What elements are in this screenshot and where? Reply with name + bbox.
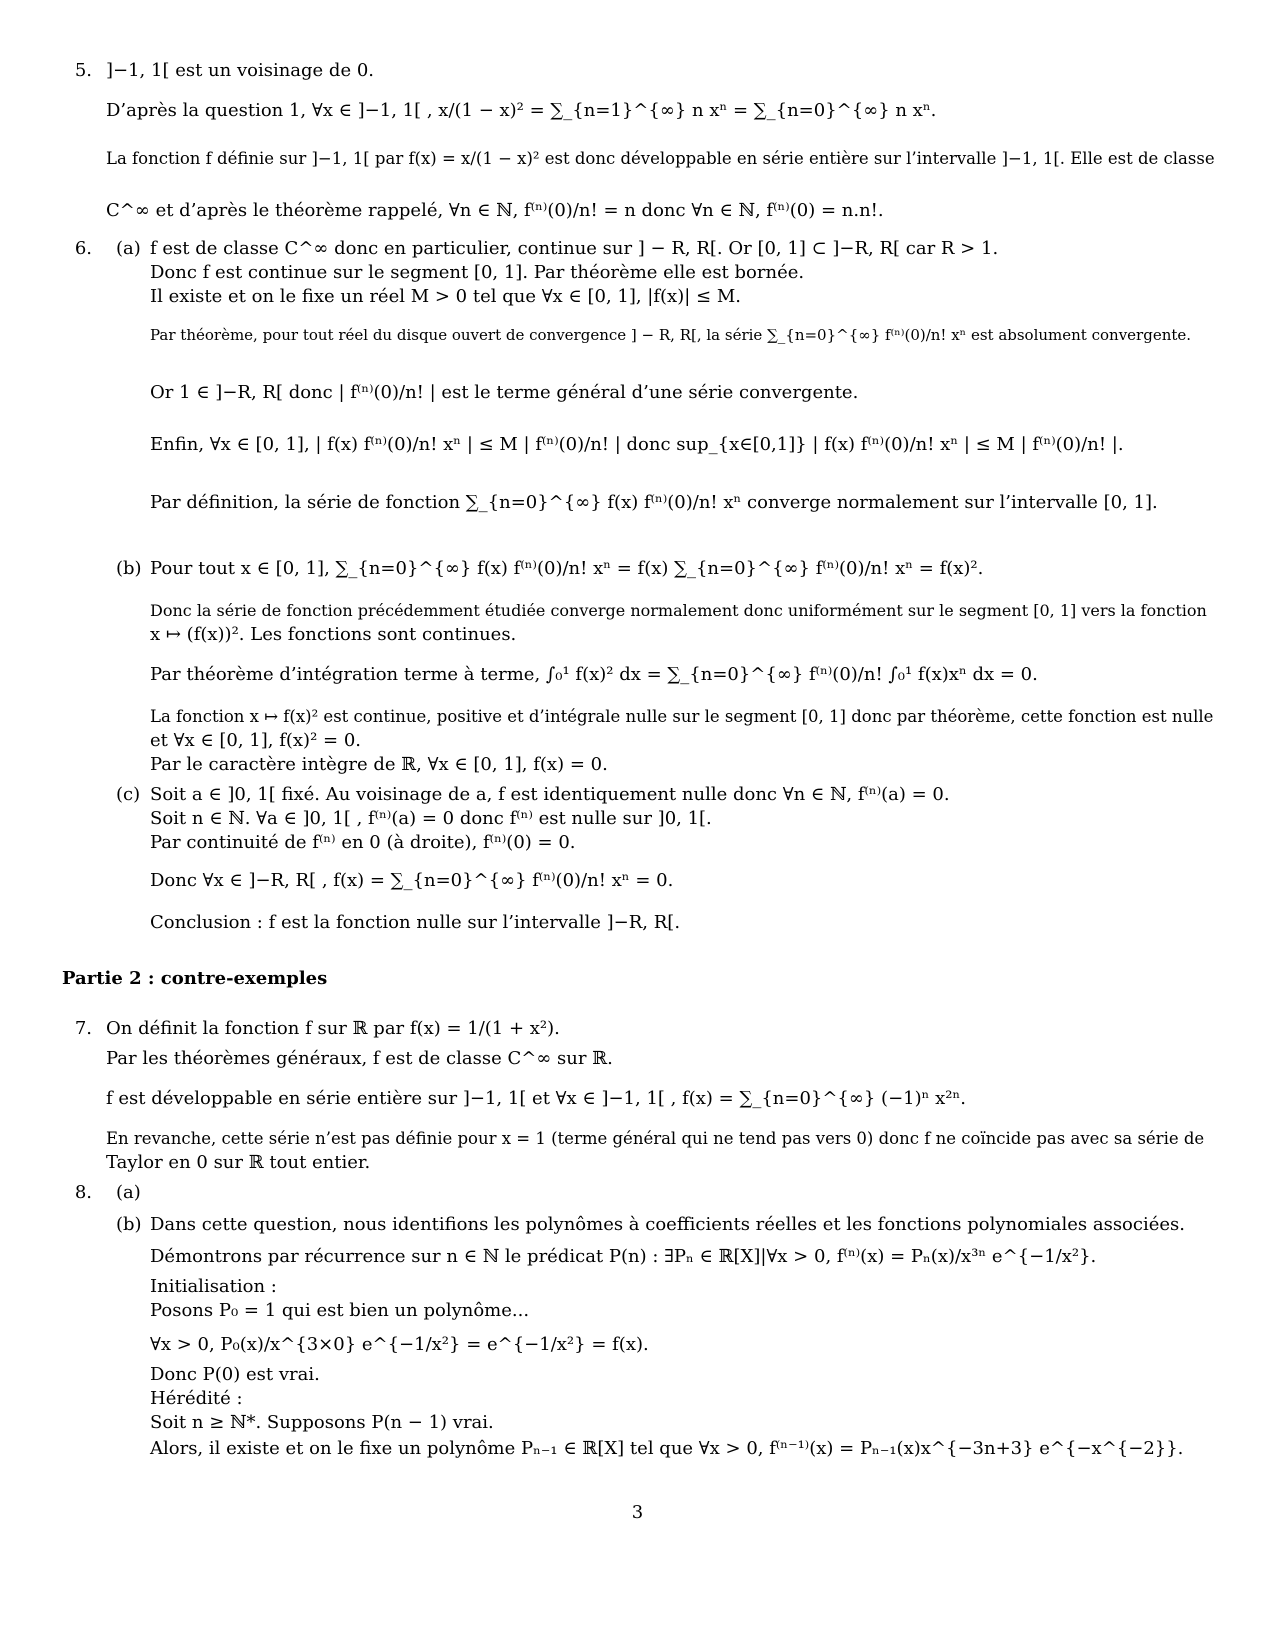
q6a-line: Par théorème, pour tout réel du disque ouvert de convergence ] − R, R[, la série ∑_{n=0}^{∞} f⁽ⁿ⁾(0)/n! xⁿ est absolument convergente.: [150, 326, 1192, 344]
q6b-line: et ∀x ∈ [0, 1], f(x)² = 0.: [150, 730, 361, 751]
q6a-line: Donc f est continue sur le segment [0, 1]. Par théorème elle est bornée.: [150, 262, 805, 283]
q6a-line: Enfin, ∀x ∈ [0, 1], | f(x) f⁽ⁿ⁾(0)/n! xⁿ | ≤ M | f⁽ⁿ⁾(0)/n! | donc sup_{x∈[0,1]} | f(x) f⁽ⁿ⁾(0)/n! xⁿ | ≤ M | f⁽ⁿ⁾(0)/n! |.: [150, 434, 1124, 455]
q6a-line: Or 1 ∈ ]−R, R[ donc | f⁽ⁿ⁾(0)/n! | est le terme général d’une série convergente.: [150, 382, 859, 403]
q5-line: La fonction f définie sur ]−1, 1[ par f(x) = x/(1 − x)² est donc développable en série entière sur l’intervalle ]−1, 1[. Elle est de classe: [106, 149, 1215, 168]
q7-line: Taylor en 0 sur ℝ tout entier.: [106, 1152, 371, 1173]
q6b-line: Par théorème d’intégration terme à terme, ∫₀¹ f(x)² dx = ∑_{n=0}^{∞} f⁽ⁿ⁾(0)/n! ∫₀¹ f(x)xⁿ dx = 0.: [150, 664, 1038, 685]
q6a-line: Par définition, la série de fonction ∑_{n=0}^{∞} f(x) f⁽ⁿ⁾(0)/n! xⁿ converge normalement sur l’intervalle [0, 1].: [150, 492, 1158, 513]
q6c-line: Par continuité de f⁽ⁿ⁾ en 0 (à droite), f⁽ⁿ⁾(0) = 0.: [150, 832, 576, 853]
q7-line: Par les théorèmes généraux, f est de classe C^∞ sur ℝ.: [106, 1048, 613, 1069]
item-number-5: 5.: [74, 60, 92, 81]
q6c-line: Conclusion : f est la fonction nulle sur l’intervalle ]−R, R[.: [150, 912, 681, 933]
q6b-line: x ↦ (f(x))². Les fonctions sont continues.: [150, 624, 517, 645]
q6c-line: Soit n ∈ ℕ. ∀a ∈ ]0, 1[ , f⁽ⁿ⁾(a) = 0 donc f⁽ⁿ⁾ est nulle sur ]0, 1[.: [150, 808, 712, 829]
q6b-line: La fonction x ↦ f(x)² est continue, positive et d’intégrale nulle sur le segment [0, 1] donc par théorème, cette fonction est nulle: [150, 707, 1214, 726]
subitem-label-a: (a): [116, 238, 141, 259]
subitem-label-b: (b): [116, 1214, 142, 1235]
q6b-line: Par le caractère intègre de ℝ, ∀x ∈ [0, 1], f(x) = 0.: [150, 754, 608, 775]
q6b-line: Pour tout x ∈ [0, 1], ∑_{n=0}^{∞} f(x) f⁽ⁿ⁾(0)/n! xⁿ = f(x) ∑_{n=0}^{∞} f⁽ⁿ⁾(0)/n! xⁿ = f(x)².: [150, 558, 984, 579]
q8b-line: Alors, il existe et on le fixe un polynôme Pₙ₋₁ ∈ ℝ[X] tel que ∀x > 0, f⁽ⁿ⁻¹⁾(x) = Pₙ₋₁(x)x^{−3n+3} e^{−x^{−2}}.: [150, 1438, 1184, 1459]
q6a-line: f est de classe C^∞ donc en particulier, continue sur ] − R, R[. Or [0, 1] ⊂ ]−R, R[ car R > 1.: [150, 238, 999, 259]
q6a-line: Il existe et on le fixe un réel M > 0 tel que ∀x ∈ [0, 1], |f(x)| ≤ M.: [150, 286, 741, 307]
q8b-line: ∀x > 0, P₀(x)/x^{3×0} e^{−1/x²} = e^{−1/x²} = f(x).: [150, 1334, 649, 1355]
subitem-label-c: (c): [116, 784, 141, 805]
q6b-line: Donc la série de fonction précédemment étudiée converge normalement donc uniformément sur le segment [0, 1] vers la fonction: [150, 601, 1207, 620]
subitem-label-b: (b): [116, 558, 142, 579]
item-number-7: 7.: [74, 1018, 92, 1039]
q7-line: f est développable en série entière sur ]−1, 1[ et ∀x ∈ ]−1, 1[ , f(x) = ∑_{n=0}^{∞} (−1)ⁿ x²ⁿ.: [106, 1088, 967, 1109]
q7-line: En revanche, cette série n’est pas définie pour x = 1 (terme général qui ne tend pas vers 0) donc f ne coïncide pas avec sa série de: [106, 1129, 1205, 1148]
q5-line: ]−1, 1[ est un voisinage de 0.: [106, 60, 374, 81]
item-number-6: 6.: [74, 238, 92, 259]
q8b-line: Posons P₀ = 1 qui est bien un polynôme...: [150, 1300, 530, 1321]
q5-line: C^∞ et d’après le théorème rappelé, ∀n ∈ ℕ, f⁽ⁿ⁾(0)/n! = n donc ∀n ∈ ℕ, f⁽ⁿ⁾(0) = n.n!.: [106, 200, 884, 221]
q8b-line: Soit n ≥ ℕ*. Supposons P(n − 1) vrai.: [150, 1412, 494, 1433]
q8b-line: Donc P(0) est vrai.: [150, 1364, 320, 1385]
q7-line: On définit la fonction f sur ℝ par f(x) = 1/(1 + x²).: [106, 1018, 560, 1039]
q8b-line: Initialisation :: [150, 1276, 277, 1297]
section-heading: Partie 2 : contre-exemples: [62, 968, 328, 989]
q6c-line: Soit a ∈ ]0, 1[ fixé. Au voisinage de a, f est identiquement nulle donc ∀n ∈ ℕ, f⁽ⁿ⁾(a) = 0.: [150, 784, 950, 805]
q8b-line: Hérédité :: [150, 1388, 243, 1409]
q8b-line: Dans cette question, nous identifions les polynômes à coefficients réelles et les fonctions polynomiales associées.: [150, 1214, 1185, 1235]
q6c-line: Donc ∀x ∈ ]−R, R[ , f(x) = ∑_{n=0}^{∞} f⁽ⁿ⁾(0)/n! xⁿ = 0.: [150, 870, 674, 891]
page-number: 3: [631, 1502, 644, 1523]
q8b-line: Démontrons par récurrence sur n ∈ ℕ le prédicat P(n) : ∃Pₙ ∈ ℝ[X]|∀x > 0, f⁽ⁿ⁾(x) = Pₙ(x)/x³ⁿ e^{−1/x²}.: [150, 1246, 1097, 1267]
subitem-label-a: (a): [116, 1182, 141, 1203]
q5-line: D’après la question 1, ∀x ∈ ]−1, 1[ , x/(1 − x)² = ∑_{n=1}^{∞} n xⁿ = ∑_{n=0}^{∞} n xⁿ.: [106, 100, 937, 121]
item-number-8: 8.: [74, 1182, 92, 1203]
